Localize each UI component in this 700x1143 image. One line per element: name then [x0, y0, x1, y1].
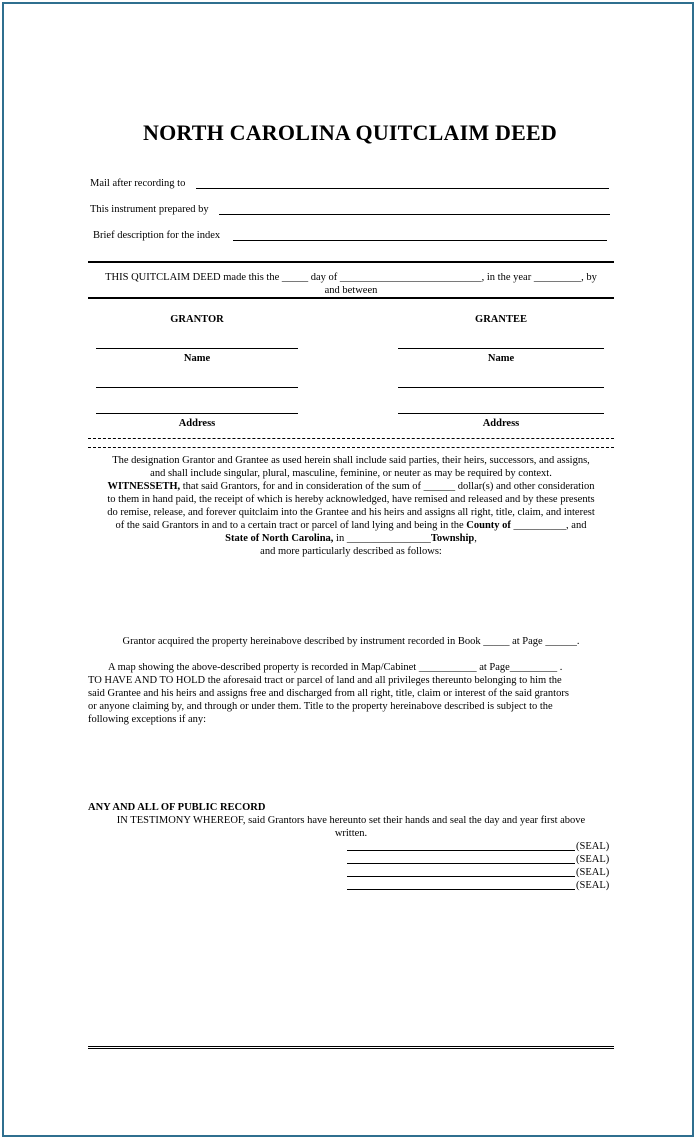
- grantor-name-label: Name: [183, 353, 211, 364]
- habendum-line-3: or anyone claiming by, and through or under them. Title to the property hereinabove described is subject to the: [88, 701, 553, 712]
- witnesseth-line-3: do remise, release, and forever quitclaim into the Grantee and his heirs and assigns all right, title, claim, and interest: [107, 507, 595, 518]
- habendum-line-2: said Grantee and his heirs and assigns free and discharged from all right, title, claim or interest of the said grantors: [88, 688, 569, 699]
- described-line: and more particularly described as follows:: [260, 546, 442, 557]
- grantee-name-field[interactable]: [398, 348, 604, 349]
- state-mid: in ________________: [333, 533, 431, 544]
- intro-line-2: and between: [324, 285, 378, 296]
- map-line: A map showing the above-described property is recorded in Map/Cabinet ___________ at Page_________ .: [108, 662, 563, 673]
- mail-after-field[interactable]: [196, 188, 609, 189]
- grantor-address-field-1[interactable]: [96, 387, 298, 388]
- testimony-line-2: written.: [334, 828, 368, 839]
- document-title: NORTH CAROLINA QUITCLAIM DEED: [143, 120, 557, 145]
- brief-description-field[interactable]: [233, 240, 607, 241]
- page-border: [2, 2, 694, 1137]
- seal-label: (SEAL): [576, 854, 610, 865]
- signature-line[interactable]: [347, 863, 575, 864]
- grantee-heading: GRANTEE: [475, 314, 527, 325]
- double-dashed-divider: [88, 438, 614, 448]
- witnesseth-text: that said Grantors, for and in consideration of the sum of ______ dollar(s) and other consideration: [180, 481, 595, 492]
- habendum-line-4: following exceptions if any:: [88, 714, 207, 725]
- definition-line-1: The designation Grantor and Grantee as used herein shall include said parties, their heirs, successors, and assigns,: [112, 455, 590, 466]
- signature-line[interactable]: [347, 889, 575, 890]
- divider: [88, 297, 614, 299]
- grantee-address-field-2[interactable]: [398, 413, 604, 414]
- grantee-name-label: Name: [487, 353, 515, 364]
- grantor-address-field-2[interactable]: [96, 413, 298, 414]
- habendum-line-1: TO HAVE AND TO HOLD the aforesaid tract or parcel of land and all privileges thereunto belonging to him the: [88, 675, 562, 686]
- seal-label: (SEAL): [576, 841, 610, 852]
- signature-line[interactable]: [347, 850, 575, 851]
- prepared-by-label: This instrument prepared by: [90, 204, 209, 215]
- brief-description-label: Brief description for the index: [93, 230, 221, 241]
- signature-line[interactable]: [347, 876, 575, 877]
- witnesseth-line-2: to them in hand paid, the receipt of which is hereby acknowledged, have remised and released and by these presents: [107, 494, 595, 505]
- county-blank: __________, and: [510, 520, 587, 531]
- grantee-address-field-1[interactable]: [398, 387, 604, 388]
- seal-label: (SEAL): [576, 880, 610, 891]
- acquired-line: Grantor acquired the property hereinabove described by instrument recorded in Book _____ at Page ______.: [122, 636, 580, 647]
- seal-label: (SEAL): [576, 867, 610, 878]
- testimony-line-1: IN TESTIMONY WHEREOF, said Grantors have hereunto set their hands and seal the day and year first above: [116, 815, 586, 826]
- public-record-heading: ANY AND ALL OF PUBLIC RECORD: [88, 802, 266, 813]
- state-line: [88, 532, 614, 545]
- definition-line-2: and shall include singular, plural, masculine, feminine, or neuter as may be required by context.: [150, 468, 552, 479]
- grantor-heading: GRANTOR: [170, 314, 224, 325]
- divider: [88, 261, 614, 263]
- witnesseth-line-1: [88, 480, 614, 493]
- state-label: State of North Carolina,: [225, 533, 334, 544]
- grantor-address-label: Address: [178, 418, 216, 429]
- county-label: County of: [466, 520, 511, 531]
- intro-line: THIS QUITCLAIM DEED made this the _____ day of ___________________________, in the year _________, by: [105, 272, 597, 283]
- witnesseth-line-4: [88, 519, 614, 532]
- footer-divider: [88, 1046, 614, 1049]
- grantee-address-label: Address: [482, 418, 520, 429]
- state-end: ,: [474, 533, 477, 544]
- grantor-name-field[interactable]: [96, 348, 298, 349]
- witnesseth-line-4a: of the said Grantors in and to a certain tract or parcel of land lying and being in the: [115, 520, 467, 531]
- mail-after-label: Mail after recording to: [90, 178, 186, 189]
- witnesseth-heading: WITNESSETH,: [107, 481, 181, 492]
- prepared-by-field[interactable]: [219, 214, 610, 215]
- township-label: Township: [430, 533, 475, 544]
